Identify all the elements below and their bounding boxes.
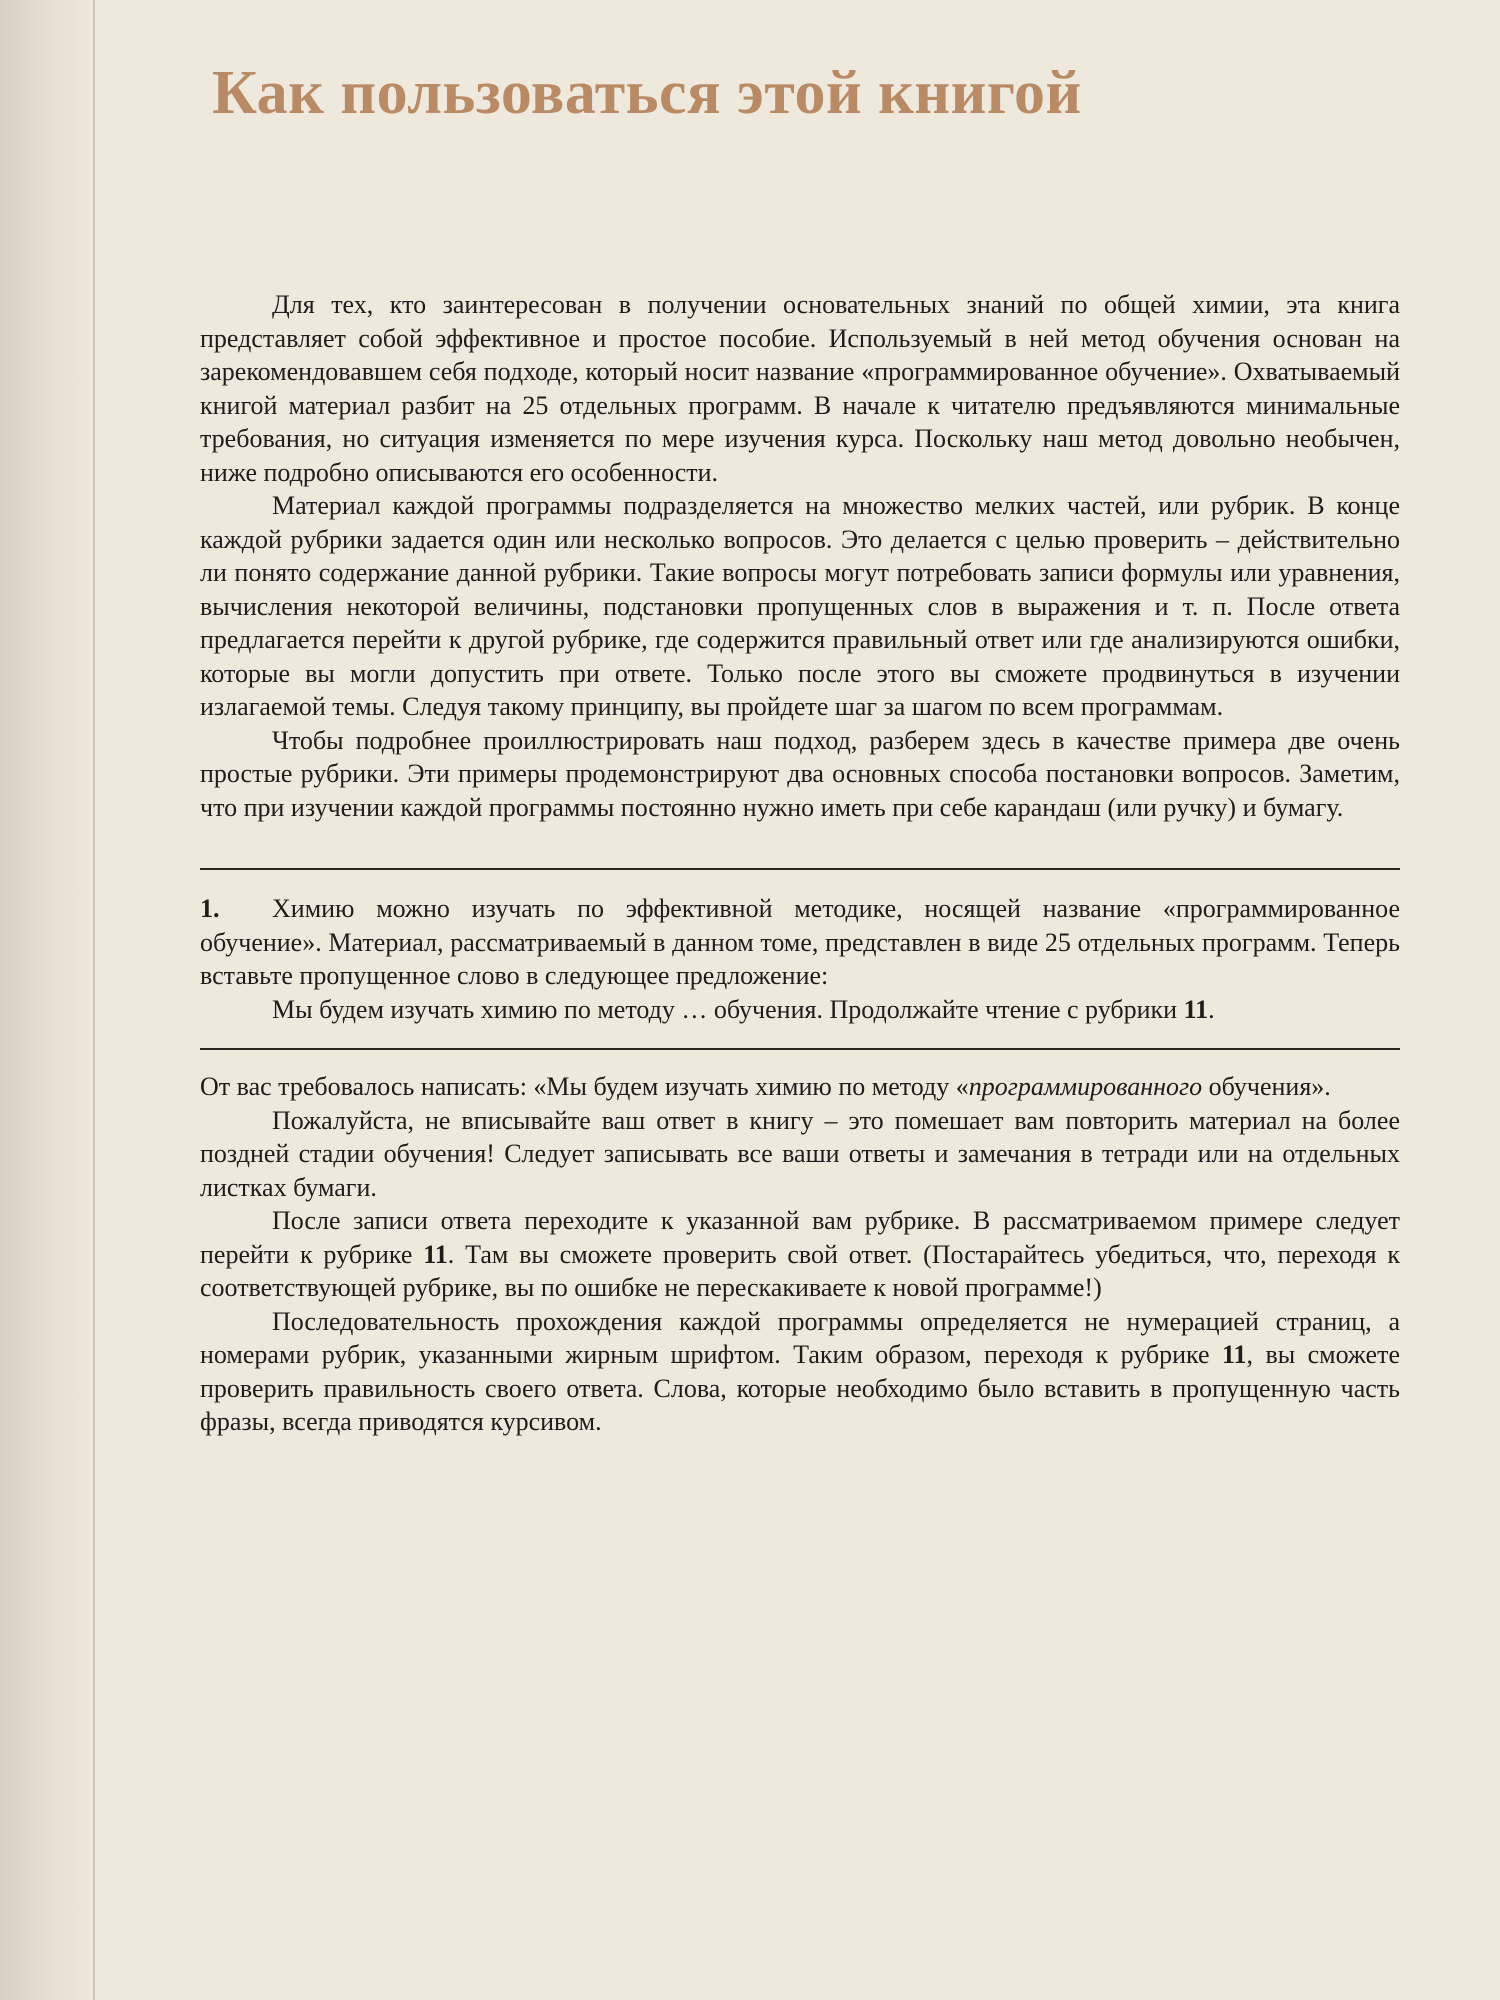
exercise-frame-1: [200, 892, 1400, 1026]
answer-p4-end: , вы сможете проверить правильность своего ответа. Слова, которые необходимо было вставить в пропущенную часть фразы, всегда приводятся курсивом.: [200, 1340, 1401, 1436]
exercise-frame-ref: 11: [1183, 994, 1209, 1024]
exercise-end: .: [1208, 994, 1215, 1024]
exercise-question: Мы будем изучать химию по методу … обучения. Продолжайте чтение с рубрики: [272, 994, 1184, 1024]
exercise-paragraph-1: [200, 892, 1400, 993]
answer-p3-start: После записи ответа переходите к указанной вам рубрике. В рассматриваемом примере следует перейти к рубрике: [200, 1206, 1400, 1269]
answer-italic-word: программированного: [968, 1072, 1203, 1101]
book-gutter: [0, 0, 95, 2000]
answer-section: [200, 1070, 1400, 1439]
page-title: Как пользоваться этой книгой: [212, 59, 1082, 127]
book-page: [200, 48, 1400, 1439]
intro-paragraph-1: Для тех, кто заинтересован в получении основательных знаний по общей химии, эта книга представляет собой эффективное и простое пособие. Используемый в ней метод обучения основан на зарекомендовавшем себя подходе, который носит название «программированное обучение». Охватываемый книгой материал разбит на 25 отдельных программ. В начале к читателю предъявляются минимальные требования, но ситуация изменяется по мере изучения курса. Поскольку наш метод довольно необычен, ниже подробно описываются его особенности.: [200, 290, 1400, 487]
answer-paragraph-3: [200, 1204, 1400, 1305]
intro-section: [200, 288, 1400, 824]
exercise-paragraph-2: [200, 993, 1400, 1027]
exercise-number: 1.: [200, 894, 220, 923]
answer-paragraph-4: [200, 1305, 1400, 1439]
exercise-text: Химию можно изучать по эффективной методике, носящей название «программированное обучение». Материал, рассматриваемый в данном томе, представлен в виде 25 отдельных программ. Теперь вставьте пропущенное слово в следующее предложение:: [200, 894, 1400, 990]
answer-p3-end: . Там вы сможете проверить свой ответ. (Постарайтесь убедиться, что, переходя к соответствующей рубрике, вы по ошибке не перескакиваете к новой программе!): [200, 1239, 1400, 1302]
answer-p4-start: Последовательность прохождения каждой программы определяется не нумерацией страниц, а номерами рубрик, указанными жирным шрифтом. Таким образом, переходя к рубрике: [200, 1306, 1400, 1369]
divider-bottom: [200, 1048, 1400, 1050]
answer-p3-ref: 11: [423, 1239, 448, 1269]
answer-p4-ref: 11: [1221, 1340, 1247, 1369]
divider-top: [200, 868, 1400, 870]
intro-paragraph-3: Чтобы подробнее проиллюстрировать наш подход, разберем здесь в качестве примера две очень простые рубрики. Эти примеры продемонстрируют два основных способа постановки вопросов. Заметим, что при изучении каждой программы постоянно нужно иметь при себе карандаш (или ручку) и бумагу.: [200, 725, 1400, 822]
answer-text-end: обучения».: [1202, 1072, 1331, 1101]
intro-paragraph-2: Материал каждой программы подразделяется на множество мелких частей, или рубрик. В конце каждой рубрики задается один или несколько вопросов. Это делается с целью проверить – действительно ли понято содержание данной рубрики. Такие вопросы могут потребовать записи формулы или уравнения, вычисления некоторой величины, подстановки пропущенных слов в выражения и т. п. После ответа предлагается перейти к другой рубрике, где содержится правильный ответ или где анализируются ошибки, которые вы могли допустить при ответе. Только после этого вы сможете продвинуться в изучении излагаемой темы. Следуя такому принципу, вы пройдете шаг за шагом по всем программам.: [200, 491, 1400, 721]
answer-paragraph-2: Пожалуйста, не вписывайте ваш ответ в книгу – это помешает вам повторить материал на более поздней стадии обучения! Следует записывать все ваши ответы и замечания в тетради или на отдельных листках бумаги.: [200, 1105, 1400, 1202]
answer-paragraph-1: [200, 1070, 1400, 1104]
gutter-edge: [93, 0, 95, 2000]
answer-text-start: От вас требовалось написать: «Мы будем изучать химию по методу «: [200, 1072, 969, 1101]
